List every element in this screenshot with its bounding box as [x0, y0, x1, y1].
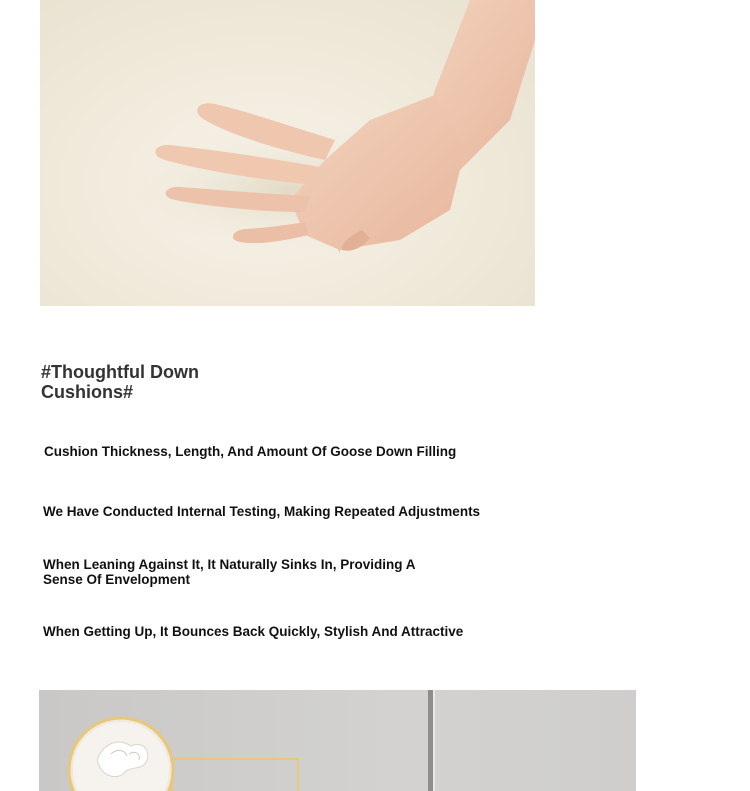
- section-title-line2: Cushions#: [41, 382, 134, 402]
- section-title: [41, 362, 291, 402]
- feature-text-bounce-back: When Getting Up, It Bounces Back Quickly, Stylish And Attractive: [43, 624, 464, 639]
- hand-pressing-cushion-icon: [40, 0, 535, 306]
- hand-pressing-cushion-image: [40, 0, 535, 306]
- goose-down-detail-icon: [39, 690, 636, 791]
- feature-text-filling: Cushion Thickness, Length, And Amount Of Goose Down Filling: [44, 444, 457, 459]
- section-title-line1: #Thoughtful Down: [41, 362, 199, 382]
- feature-text-testing: We Have Conducted Internal Testing, Making Repeated Adjustments: [43, 504, 481, 519]
- goose-down-detail-image: [39, 690, 636, 791]
- feature-text-envelopment: When Leaning Against It, It Naturally Sinks In, Providing A Sense Of Envelopment: [43, 557, 416, 587]
